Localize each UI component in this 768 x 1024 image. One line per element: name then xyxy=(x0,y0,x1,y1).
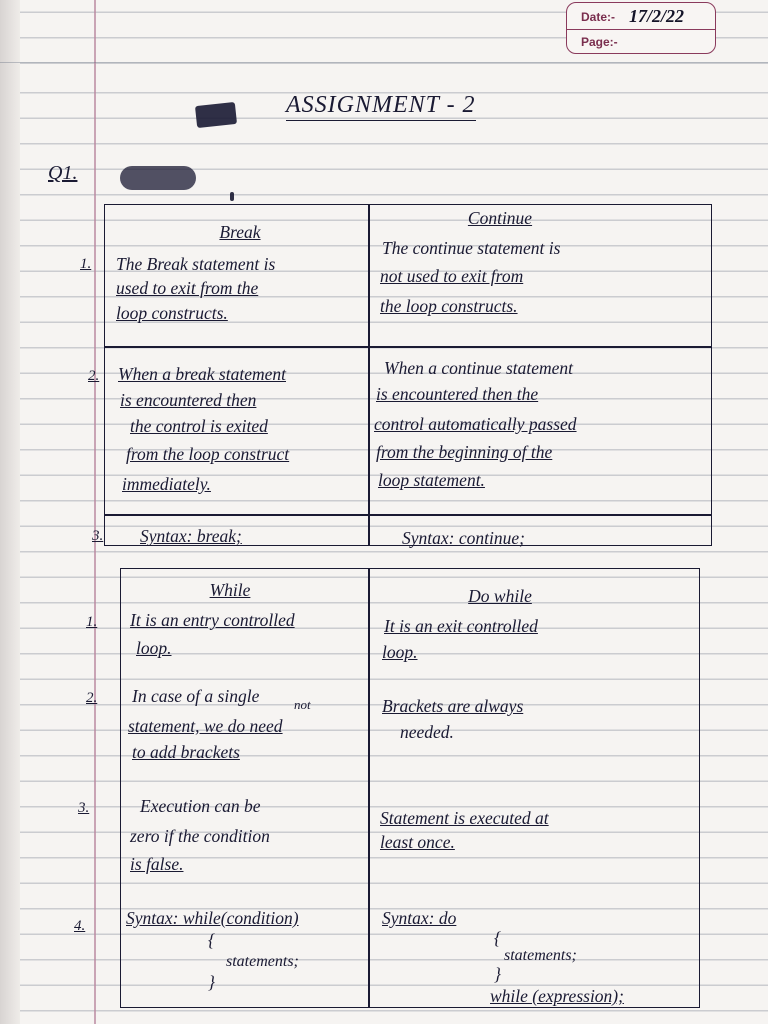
while-row2-line: statement, we do need xyxy=(128,716,283,736)
do-while-syntax-line: { xyxy=(494,928,501,948)
while-row1-line: It is an entry controlled xyxy=(130,610,295,630)
row-number: 3. xyxy=(92,528,104,544)
while-row2-line: In case of a single xyxy=(132,686,260,706)
break-row1-line: used to exit from the xyxy=(116,278,259,298)
while-syntax-line: statements; xyxy=(226,953,299,970)
break-row1-line: The Break statement is xyxy=(116,254,276,274)
question-scribble xyxy=(120,166,196,190)
break-syntax: Syntax: break; xyxy=(140,526,242,546)
do-while-row3-line: Statement is executed at xyxy=(380,808,549,828)
continue-row2-line: is encountered then the xyxy=(376,384,539,404)
table1-row-rule xyxy=(104,346,712,348)
while-row3-line: zero if the condition xyxy=(130,826,270,846)
row-number: 3. xyxy=(78,800,90,816)
date-box-divider xyxy=(567,29,715,30)
continue-row2-line: When a continue statement xyxy=(384,358,574,378)
header-rule xyxy=(0,62,768,63)
margin-line xyxy=(94,0,96,1024)
do-while-syntax-line: } xyxy=(494,964,501,984)
do-while-row2-line: Brackets are always xyxy=(382,696,524,716)
row-number: 1. xyxy=(86,614,98,630)
header-while: While xyxy=(209,580,251,600)
continue-row1-line: the loop constructs. xyxy=(380,296,518,316)
table1-row-rule xyxy=(104,514,712,516)
header-do-while: Do while xyxy=(468,586,532,606)
break-row2-line: immediately. xyxy=(122,474,211,494)
row-number: 4. xyxy=(74,918,86,934)
continue-row2-line: loop statement. xyxy=(378,470,485,490)
do-while-row1-line: It is an exit controlled xyxy=(384,616,538,636)
while-row3-line: Execution can be xyxy=(140,796,261,816)
row-number: 2. xyxy=(86,690,98,706)
header-continue: Continue xyxy=(467,208,533,228)
date-value: 17/2/22 xyxy=(629,6,685,26)
table1-divider xyxy=(368,204,370,546)
continue-syntax: Syntax: continue; xyxy=(402,528,525,548)
date-label: Date:- xyxy=(581,10,616,24)
while-syntax-line: } xyxy=(208,972,215,992)
do-while-row2-line: needed. xyxy=(400,722,454,742)
ink-dot xyxy=(230,192,234,201)
row-number: 1. xyxy=(80,256,92,272)
date-box xyxy=(566,2,716,54)
assignment-title: ASSIGNMENT - 2 xyxy=(286,92,476,121)
do-while-row3-line: least once. xyxy=(380,832,455,852)
while-row1-line: loop. xyxy=(136,638,172,658)
do-while-syntax-line: Syntax: do xyxy=(382,908,457,928)
continue-row1-line: not used to exit from xyxy=(380,266,524,286)
row-number: 2. xyxy=(88,368,100,384)
header-break: Break xyxy=(219,222,261,242)
while-row2-line: to add brackets xyxy=(132,742,240,762)
title-scribble xyxy=(195,102,237,128)
break-row2-line: the control is exited xyxy=(130,416,268,436)
do-while-syntax-line: statements; xyxy=(504,947,577,964)
break-row1-line: loop constructs. xyxy=(116,303,228,323)
question-label: Q1. xyxy=(48,162,78,184)
break-row2-line: is encountered then xyxy=(120,390,257,410)
while-syntax-line: Syntax: while(condition) xyxy=(126,908,299,928)
while-syntax-line: { xyxy=(208,930,215,950)
page-label: Page:- xyxy=(581,35,618,49)
continue-row1-line: The continue statement is xyxy=(382,238,561,258)
continue-row2-line: from the beginning of the xyxy=(376,442,553,462)
do-while-syntax-line: while (expression); xyxy=(490,986,624,1006)
page-binding-edge xyxy=(0,0,20,1024)
continue-row2-line: control automatically passed xyxy=(374,414,577,434)
while-row3-line: is false. xyxy=(130,854,184,874)
break-row2-line: from the loop construct xyxy=(126,444,290,464)
break-row2-line: When a break statement xyxy=(118,364,286,384)
do-while-row1-line: loop. xyxy=(382,642,418,662)
while-row2-note: not xyxy=(294,697,311,712)
table2-divider xyxy=(368,568,370,1008)
